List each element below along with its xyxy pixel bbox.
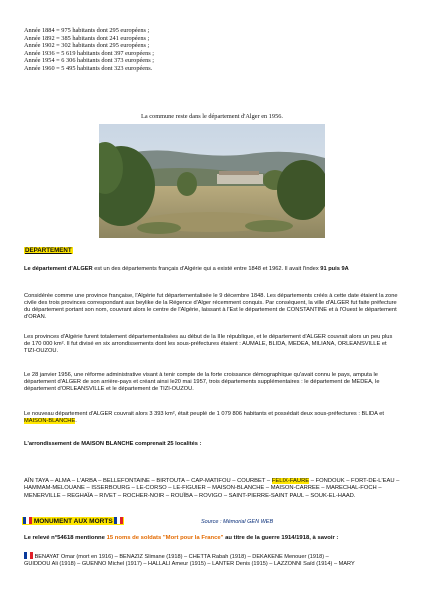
soldiers-names: GUIDDOU Ali (1918) – GUENNO Michel (1917) – HALLALI Ameur (1915) – LANTER Denis (1915) – LAZZONNI Saïd (1914) – MARY <box>24 561 355 568</box>
releve-text-end: au titre de la guerre 1914/1918, à savoir : <box>223 535 339 541</box>
french-flag-icon <box>114 517 123 524</box>
releve-text: Le relevé n°54618 mentionne <box>24 535 107 541</box>
felix-faure-highlight: FELIX-FAURE <box>271 478 310 484</box>
paragraph-new-department <box>24 411 400 425</box>
population-line: Année 1960 = 5 495 habitants dont 323 européens. <box>24 64 153 72</box>
population-list <box>24 27 154 73</box>
arrondissement-title: L'arrondissement de MAISON BLANCHE comprenait 25 localités : <box>24 441 202 447</box>
communes-part: – FONDOUK – FORT-DE-L'EAU – HAMMAM-MELOUANE – ISSERBOURG – LE-CORSO – LE-FIGUIER – MAISON-BLANCHE – MAISON-CARREE – MARECHAL-FOCH – MENERVILLE – REGHAÏA – RIVET – ROCHER-NOIR – ROUÏBA – ROVIGO – SAINT-PIERRE-SAINT PAUL – SOUK-EL-HAAD. <box>24 478 400 499</box>
population-line: Année 1936 = 5 619 habitants dont 397 européens ; <box>24 49 154 57</box>
maison-blanche-highlight: MAISON-BLANCHE <box>24 418 76 425</box>
dept-name: Le département d'ALGER <box>24 266 93 272</box>
source-link[interactable]: Mémorial GEN WEB <box>223 519 274 525</box>
population-line: Année 1892 = 385 habitants dont 241 européens ; <box>24 34 150 42</box>
soldiers-line <box>24 561 404 568</box>
french-flag-icon <box>24 552 33 559</box>
releve-line <box>24 535 338 541</box>
paragraph-history: Considérée comme une province française, l'Algérie fut départementalisée le 9 décembre 1848. Les départements créés à cette date étaient la zone civile des trois provinces correspondant aux beylike de la Régence d'Alger récemment conquis. Par conséquent, la ville d'ALGER fut faite préfecture du département portant son nom, couvrant alors le centre de l'Algérie, laissant à l'Est le département de CONSTANTINE et à l'Ouest le département d'ORAN. <box>24 293 398 321</box>
soldiers-list <box>24 552 404 568</box>
photo-caption: La commune reste dans le département d'Alger en 1956. <box>141 113 283 120</box>
paragraph-iiie-republique: Les provinces d'Algérie furent totalement départementalisées au début de la IIIe république, et le département d'ALGER couvrait alors un peu plus de 170 000 km². Il fut divisé en six arrondissements dont les sous-préfectures étaient : AUMALE, BLIDA, MEDEA, MILIANA, ORLEANSVILLE et TIZI-OUZOU. <box>24 334 393 355</box>
landscape-photo-image <box>99 124 325 238</box>
soldiers-names: BENAYAT Omar (mort en 1916) – BENAZIZ Slimane (1918) – CHETTA Rabah (1918) – DEKAKENE Menouer (1918) – <box>34 554 329 560</box>
source-label: Source : <box>201 519 224 525</box>
dept-intro-text: est un des départements français d'Algérie qui a existé entre 1848 et 1962. Il avait l'index <box>92 266 321 272</box>
population-line: Année 1884 = 975 habitants dont 295 européens ; <box>24 27 150 34</box>
paragraph-departement-intro <box>24 266 400 273</box>
landscape-photo <box>99 124 325 238</box>
paragraph-reform-1956: Le 28 janvier 1956, une réforme administrative visant à tenir compte de la forte croissance démographique qu'avait connu le pays, amputa le département d'ALGER de son arrière-pays et créant ainsi le20 mai 1957, trois départements supplémentaires : le département de MEDEA, le département d'ORLEANSVILLE et le département de TIZI-OUZOU. <box>24 372 380 393</box>
french-flag-icon <box>23 517 32 524</box>
communes-list <box>24 478 402 500</box>
section-title-departement: DEPARTEMENT <box>25 247 72 254</box>
soldiers-line <box>24 552 404 561</box>
communes-part: AÏN TAYA – ALMA – L'ARBA – BELLEFONTAINE – BIRTOUTA – CAP-MATIFOU – COURBET – <box>24 478 272 484</box>
monument-title-text: MONUMENT AUX MORTS <box>33 518 113 525</box>
monument-title <box>22 517 124 525</box>
population-line: Année 1902 = 302 habitants dont 295 européens ; <box>24 42 150 50</box>
new-dept-end: . <box>75 418 77 425</box>
source-line <box>201 519 273 525</box>
dept-index: 91 puis 9A <box>320 266 349 272</box>
population-line: Année 1954 = 6 306 habitants dont 373 européens ; <box>24 57 154 65</box>
releve-count: 15 noms de soldats "Mort pour la France" <box>106 535 224 541</box>
new-dept-text: Le nouveau département d'ALGER couvrait alors 3 393 km², était peuplé de 1 079 806 habitants et possédait deux sous-préfectures : BLIDA et <box>24 411 384 417</box>
